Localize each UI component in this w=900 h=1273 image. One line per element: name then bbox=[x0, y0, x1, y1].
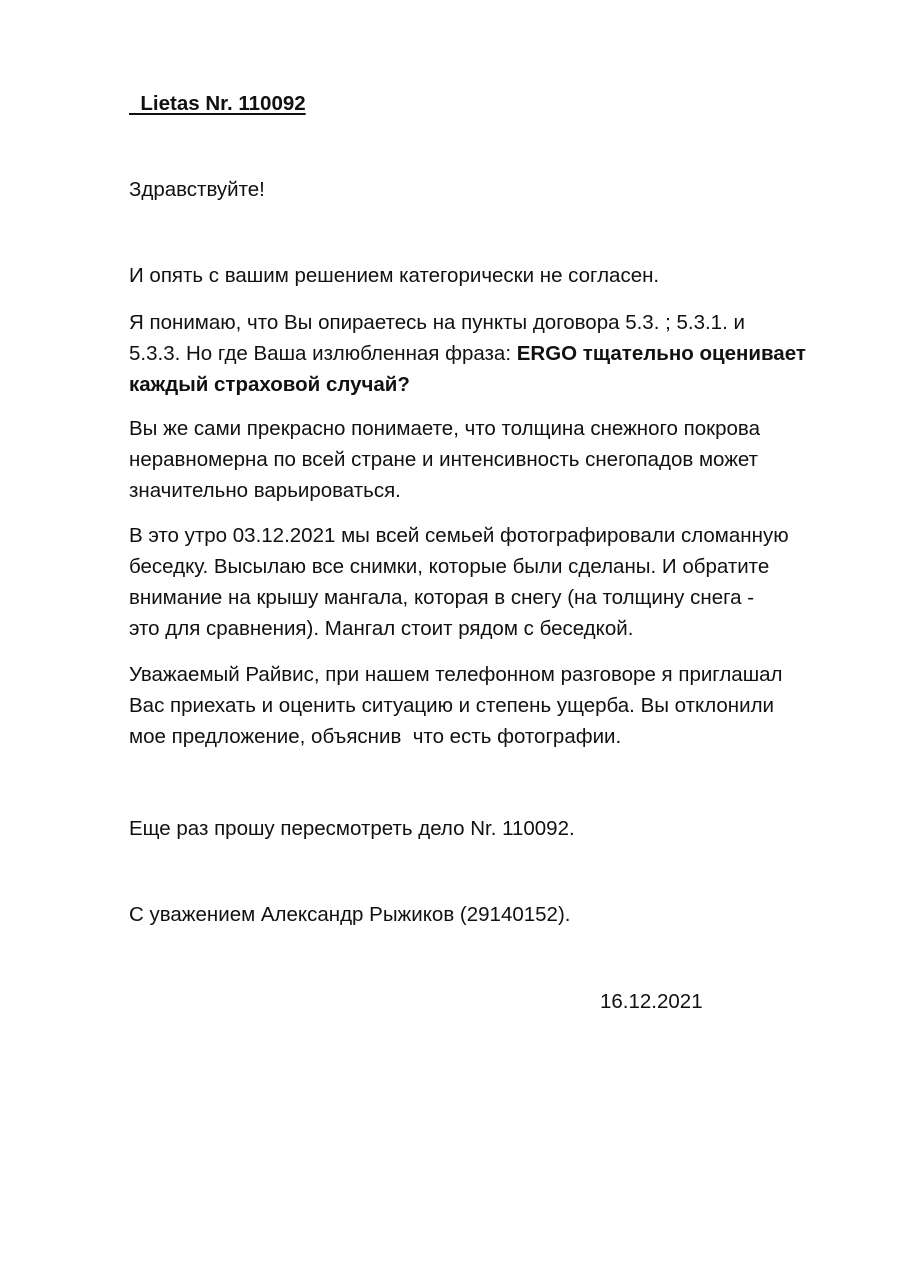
paragraph-line: В это утро 03.12.2021 мы всей семьей фотографировали сломанную bbox=[129, 524, 789, 547]
paragraph-line: Уважаемый Райвис, при нашем телефонном разговоре я приглашал bbox=[129, 663, 783, 686]
greeting: Здравствуйте! bbox=[129, 178, 265, 201]
case-heading: Lietas Nr. 110092 bbox=[129, 92, 306, 115]
paragraph-line bbox=[129, 338, 806, 369]
letter-date: 16.12.2021 bbox=[600, 990, 703, 1013]
paragraph-phone-call bbox=[129, 659, 783, 752]
paragraph-contract-points bbox=[129, 307, 806, 400]
ergo-quote: ERGO тщательно оценивает bbox=[516, 342, 806, 365]
paragraph-photos bbox=[129, 520, 789, 644]
paragraph-line: Я понимаю, что Вы опираетесь на пункты договора 5.3. ; 5.3.1. и bbox=[129, 311, 745, 334]
paragraph-line-text: 5.3.3. Но где Ваша излюбленная фраза: bbox=[129, 342, 517, 365]
paragraph-line: беседку. Высылаю все снимки, которые были сделаны. И обратите bbox=[129, 555, 770, 578]
paragraph-line: неравномерна по всей стране и интенсивность снегопадов может bbox=[129, 448, 759, 471]
paragraph-line: внимание на крышу мангала, которая в снегу (на толщину снега - bbox=[129, 586, 755, 609]
paragraph-snow-cover bbox=[129, 413, 760, 506]
paragraph-line: Вы же сами прекрасно понимаете, что толщина снежного покрова bbox=[129, 417, 760, 440]
paragraph-disagreement: И опять с вашим решением категорически не согласен. bbox=[129, 264, 660, 287]
ergo-quote-continued: каждый страховой случай? bbox=[129, 373, 410, 396]
paragraph-line: значительно варьироваться. bbox=[129, 479, 401, 502]
paragraph-line: это для сравнения). Мангал стоит рядом с беседкой. bbox=[129, 617, 634, 640]
paragraph-review-request: Еще раз прошу пересмотреть дело Nr. 110092. bbox=[129, 817, 575, 840]
paragraph-line: мое предложение, объяснив что есть фотографии. bbox=[129, 725, 622, 748]
paragraph-line: Вас приехать и оценить ситуацию и степень ущерба. Вы отклонили bbox=[129, 694, 774, 717]
signature: С уважением Александр Рыжиков (29140152). bbox=[129, 903, 571, 926]
